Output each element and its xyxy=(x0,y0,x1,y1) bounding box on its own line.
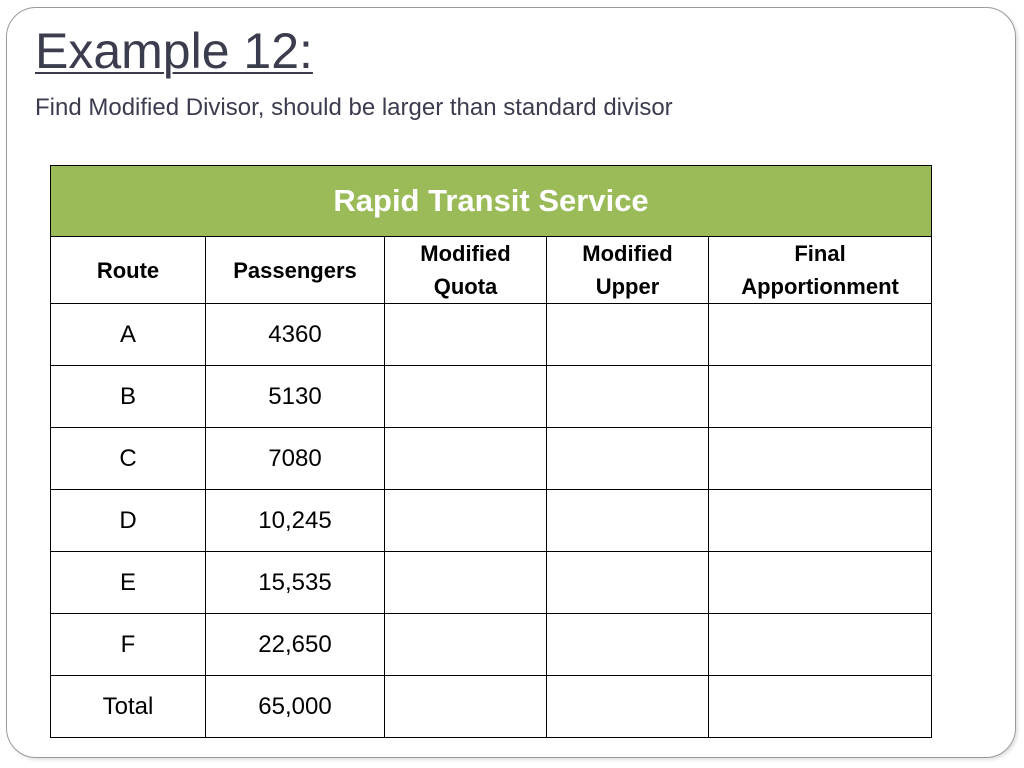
final-apportionment-cell xyxy=(709,366,932,428)
table-row xyxy=(51,366,932,428)
passengers-cell: 10,245 xyxy=(206,490,385,552)
route-cell: Total xyxy=(51,676,206,738)
slide-subtitle: Find Modified Divisor, should be larger than standard divisor xyxy=(35,94,673,121)
column-header-modified-quota-line2: Quota xyxy=(433,274,498,299)
modified-quota-cell xyxy=(385,676,547,738)
final-apportionment-cell xyxy=(709,552,932,614)
final-apportionment-cell xyxy=(709,490,932,552)
modified-quota-cell xyxy=(385,304,547,366)
passengers-cell: 5130 xyxy=(206,366,385,428)
table-row xyxy=(51,552,932,614)
slide-title: Example 12: xyxy=(35,23,313,79)
table-row xyxy=(51,304,932,366)
rapid-transit-table xyxy=(50,165,932,738)
route-cell: D xyxy=(51,490,206,552)
modified-upper-cell xyxy=(547,676,709,738)
modified-quota-cell xyxy=(385,490,547,552)
column-header-final-apportionment-line2: Apportionment xyxy=(741,274,899,299)
column-header-passengers: Passengers xyxy=(206,237,385,304)
modified-upper-cell xyxy=(547,490,709,552)
column-header-modified-quota-line1: Modified xyxy=(420,241,511,266)
modified-quota-cell xyxy=(385,428,547,490)
passengers-cell: 15,535 xyxy=(206,552,385,614)
table-row xyxy=(51,428,932,490)
table-row xyxy=(51,490,932,552)
route-cell: C xyxy=(51,428,206,490)
final-apportionment-cell xyxy=(709,614,932,676)
table-row xyxy=(51,614,932,676)
route-cell: B xyxy=(51,366,206,428)
column-header-final-apportionment-line1: Final xyxy=(794,241,846,266)
column-header-modified-quota xyxy=(385,237,547,304)
column-header-final-apportionment xyxy=(709,237,932,304)
final-apportionment-cell xyxy=(709,676,932,738)
final-apportionment-cell xyxy=(709,304,932,366)
passengers-cell: 22,650 xyxy=(206,614,385,676)
modified-upper-cell xyxy=(547,366,709,428)
modified-upper-cell xyxy=(547,304,709,366)
modified-upper-cell xyxy=(547,552,709,614)
route-cell: A xyxy=(51,304,206,366)
table-caption: Rapid Transit Service xyxy=(51,166,932,237)
column-header-row xyxy=(51,237,932,304)
modified-upper-cell xyxy=(547,428,709,490)
route-cell: F xyxy=(51,614,206,676)
modified-quota-cell xyxy=(385,614,547,676)
column-header-modified-upper-line2: Upper xyxy=(595,274,660,299)
modified-quota-cell xyxy=(385,552,547,614)
passengers-cell: 7080 xyxy=(206,428,385,490)
total-row xyxy=(51,676,932,738)
modified-quota-cell xyxy=(385,366,547,428)
column-header-modified-upper-line1: Modified xyxy=(582,241,673,266)
route-cell: E xyxy=(51,552,206,614)
final-apportionment-cell xyxy=(709,428,932,490)
column-header-route: Route xyxy=(51,237,206,304)
passengers-cell: 4360 xyxy=(206,304,385,366)
modified-upper-cell xyxy=(547,614,709,676)
table-caption-row xyxy=(51,166,932,237)
column-header-modified-upper xyxy=(547,237,709,304)
passengers-cell: 65,000 xyxy=(206,676,385,738)
